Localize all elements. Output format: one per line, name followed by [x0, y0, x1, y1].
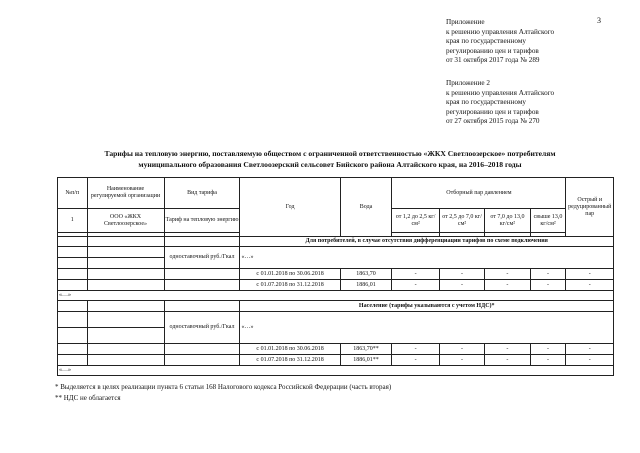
ellipsis: «…»: [58, 291, 614, 301]
value-cell: -: [530, 355, 566, 366]
section-heading-row: [58, 237, 614, 247]
appendix-line: регулированию цен и тарифов: [446, 107, 539, 116]
water-value: 1886,01: [340, 280, 392, 291]
table-row: [58, 366, 614, 376]
ellipsis: «…»: [240, 312, 614, 344]
table-row: [58, 355, 614, 366]
header-steam: Отборный пар давлением: [392, 178, 566, 209]
table-row: [58, 291, 614, 301]
value-cell: -: [392, 355, 439, 366]
appendix-line: от 31 октября 2017 года № 289: [446, 56, 540, 64]
value-cell: -: [392, 269, 439, 280]
header-pressure-1: от 1,2 до 2,5 кг/см²: [392, 209, 439, 233]
value-cell: -: [392, 344, 439, 355]
header-year: Год: [240, 178, 340, 237]
value-cell: -: [566, 280, 614, 291]
table-row: [58, 247, 614, 258]
water-value: 1863,70: [340, 269, 392, 280]
title-line: Тарифы на тепловую энергию, поставляемую обществом с ограниченной ответственностью «ЖКХ Светлоозерское» потребителям: [104, 149, 556, 158]
value-cell: -: [566, 355, 614, 366]
period-cell: с 01.01.2018 по 30.06.2018: [240, 344, 340, 355]
rate-label: одноставочный руб./Гкал: [164, 247, 240, 269]
header-pressure-4: свыше 13,0 кг/см²: [530, 209, 566, 233]
appendix-note-2: [446, 79, 554, 127]
appendix-line: от 27 октября 2015 года № 270: [446, 117, 540, 125]
header-pressure-2: от 2,5 до 7,0 кг/см²: [439, 209, 484, 233]
appendix-line: к решению управления Алтайского: [446, 27, 555, 36]
section-heading-row: [58, 301, 614, 312]
header-water: Вода: [340, 178, 392, 237]
value-cell: -: [485, 269, 530, 280]
table-row: [58, 344, 614, 355]
value-cell: -: [392, 280, 439, 291]
page-number: 3: [597, 16, 601, 25]
ellipsis: «…»: [58, 366, 614, 376]
water-value: 1863,70**: [340, 344, 392, 355]
appendix-line: регулированию цен и тарифов: [446, 46, 539, 55]
header-tariff-type: Вид тарифа: [164, 178, 240, 209]
appendix-line: к решению управления Алтайского: [446, 88, 555, 97]
appendix-line: края по государственному: [446, 37, 526, 45]
header-row: [58, 178, 614, 206]
document-title: [40, 149, 620, 170]
footnote: * Выделяется в целях реализации пункта 6 статьи 168 Налогового кодекса Российской Федерации (часть вторая): [55, 383, 392, 391]
table-row: [58, 269, 614, 280]
value-cell: -: [439, 344, 484, 355]
value-cell: -: [530, 344, 566, 355]
value-cell: -: [485, 280, 530, 291]
value-cell: -: [566, 344, 614, 355]
value-cell: -: [439, 355, 484, 366]
row-org: ООО «ЖКХ Светлоозерское»: [87, 209, 164, 233]
tariff-table: [57, 177, 614, 376]
value-cell: -: [439, 269, 484, 280]
section-heading: Для потребителей, в случае отсутствия дифференциации тарифов по схеме подключения: [240, 237, 614, 247]
value-cell: -: [485, 355, 530, 366]
appendix-line: Приложение: [446, 18, 485, 26]
value-cell: -: [530, 280, 566, 291]
value-cell: -: [439, 280, 484, 291]
header-sharp-steam: Острый и редуцированный пар: [566, 178, 614, 237]
appendix-note-1: [446, 18, 554, 66]
header-pressure-3: от 7,0 до 13,0 кг/см²: [485, 209, 530, 233]
footnote: ** НДС не облагается: [55, 394, 121, 402]
value-cell: -: [485, 344, 530, 355]
period-cell: с 01.07.2018 по 31.12.2018: [240, 280, 340, 291]
value-cell: -: [530, 269, 566, 280]
table-row: [58, 312, 614, 328]
appendix-line: Приложение 2: [446, 79, 490, 87]
table-row: [58, 280, 614, 291]
section-heading: Население (тарифы указываются с учетом НДС)*: [240, 301, 614, 312]
header-org: Наименование регулируемой организации: [87, 178, 164, 209]
row-tariff-type: Тариф на тепловую энергию: [164, 209, 240, 233]
period-cell: с 01.01.2018 по 30.06.2018: [240, 269, 340, 280]
row-num: 1: [58, 209, 88, 233]
ellipsis: «…»: [240, 247, 614, 269]
value-cell: -: [566, 269, 614, 280]
period-cell: с 01.07.2018 по 31.12.2018: [240, 355, 340, 366]
water-value: 1886,01**: [340, 355, 392, 366]
appendix-line: края по государственному: [446, 98, 526, 106]
rate-label: одноставочный руб./Гкал: [164, 312, 240, 344]
title-line: муниципального образования Светлоозерский сельсовет Бийского района Алтайского края, на 2016–2018 годы: [138, 159, 522, 169]
header-num: №п/п: [58, 178, 88, 209]
